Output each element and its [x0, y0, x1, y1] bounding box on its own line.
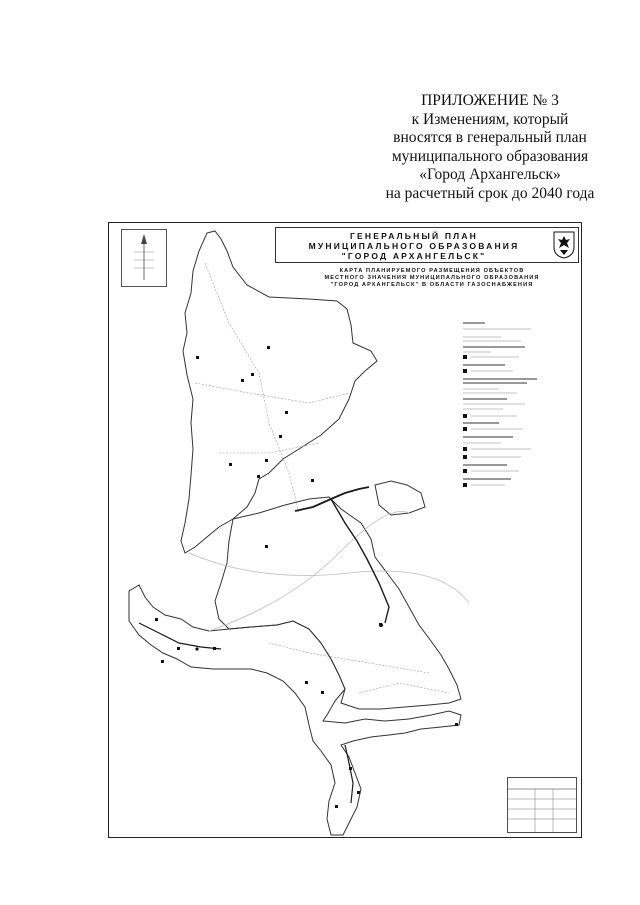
object-marker [265, 545, 268, 548]
object-marker [279, 435, 282, 438]
object-marker [321, 691, 324, 694]
object-marker [335, 805, 338, 808]
object-marker [349, 767, 352, 770]
object-marker [285, 411, 288, 414]
map-title-line-1: ГЕНЕРАЛЬНЫЙ ПЛАН [349, 231, 478, 241]
object-marker [311, 479, 314, 482]
legend-symbols [463, 355, 467, 487]
appendix-header-line-6: на расчетный срок до 2040 года [385, 184, 595, 202]
object-marker [213, 647, 216, 650]
object-marker [455, 723, 458, 726]
legend-illegible-entries [463, 323, 537, 485]
road [195, 383, 349, 403]
object-marker [196, 356, 199, 359]
object-marker-round [195, 647, 198, 650]
gas-pipeline [331, 499, 389, 623]
object-marker [229, 463, 232, 466]
object-marker [257, 475, 260, 478]
territory-center [215, 497, 461, 709]
map-title-line-3: "ГОРОД АРХАНГЕЛЬСК" [341, 251, 487, 261]
road [205, 263, 299, 513]
title-stamp [507, 777, 577, 833]
object-marker [155, 618, 158, 621]
object-marker [251, 373, 254, 376]
map-subtitle-block [285, 268, 579, 289]
object-marker [177, 647, 180, 650]
appendix-header [360, 92, 620, 204]
map-sheet [108, 222, 582, 838]
north-arrow-box [121, 229, 167, 287]
map-subtitle-line-2: МЕСТНОГО ЗНАЧЕНИЯ МУНИЦИПАЛЬНОГО ОБРАЗОВАНИЯ [324, 275, 540, 281]
appendix-header-line-1: ПРИЛОЖЕНИЕ № 3 [421, 92, 559, 109]
road [269, 643, 429, 673]
object-marker [267, 346, 270, 349]
north-arrow-icon [122, 230, 166, 286]
map-subtitle-line-1: КАРТА ПЛАНИРУЕМОГО РАЗМЕЩЕНИЯ ОБЪЕКТОВ [339, 268, 525, 274]
map-legend [461, 319, 571, 489]
object-marker [357, 791, 360, 794]
territory-east-island [375, 481, 425, 515]
appendix-header-line-4: муниципального образования [391, 147, 589, 165]
road [359, 683, 449, 693]
object-marker [241, 379, 244, 382]
gas-pipeline [295, 487, 369, 511]
object-marker [161, 660, 164, 663]
object-marker-round [379, 623, 383, 627]
object-marker [305, 681, 308, 684]
city-map [109, 223, 582, 838]
river-channel [189, 553, 469, 603]
archangel-coat-of-arms-icon [553, 231, 575, 259]
map-subtitle-line-3: "ГОРОД АРХАНГЕЛЬСК" В ОБЛАСТИ ГАЗОСНАБЖЕНИЯ [330, 282, 534, 288]
appendix-header-line-2: к Изменениям, который [411, 110, 569, 128]
appendix-header-line-3: вносятся в генеральный план [393, 129, 587, 147]
map-title-block [275, 227, 579, 263]
object-marker [265, 459, 268, 462]
road [219, 443, 319, 453]
appendix-header-line-5: «Город Архангельск» [419, 166, 561, 184]
map-title-line-2: МУНИЦИПАЛЬНОГО ОБРАЗОВАНИЯ [308, 241, 520, 251]
